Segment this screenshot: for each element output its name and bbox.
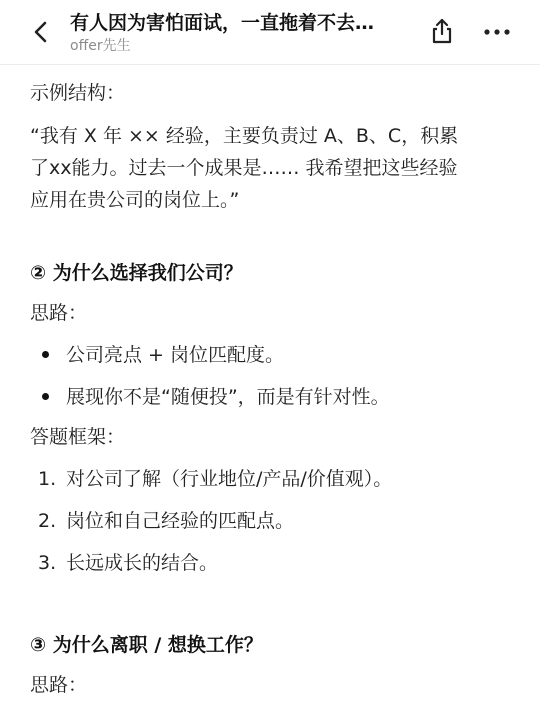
- section-heading: ② 为什么选择我们公司？: [30, 262, 243, 284]
- bullet-dot: [42, 351, 49, 358]
- bullet-dot: [42, 393, 49, 400]
- step-number: 2.: [38, 510, 57, 532]
- article-title: 有人因为害怕面试，一直拖着不去…: [70, 12, 375, 34]
- step-item: 岗位和自己经验的匹配点。: [66, 510, 295, 532]
- quote-line: “我有 X 年 ×× 经验，主要负责过 A、B、C，积累: [30, 125, 459, 147]
- bullet-item: 公司亮点 + 岗位匹配度。: [66, 344, 284, 366]
- bullet-item: 展现你不是“随便投”，而是有针对性。: [66, 386, 390, 408]
- step-item: 对公司了解（行业地位/产品/价值观）。: [66, 468, 393, 490]
- idea-label: 思路：: [30, 674, 88, 696]
- step-item: 长远成长的结合。: [66, 552, 219, 574]
- quote-line: 了xx能力。过去一个成果是…… 我希望把这些经验: [30, 157, 458, 179]
- more-horizontal-icon[interactable]: [482, 20, 512, 44]
- idea-label: 思路：: [30, 302, 88, 324]
- step-number: 3.: [38, 552, 57, 574]
- framework-label: 答题框架：: [30, 426, 126, 448]
- share-icon[interactable]: [428, 17, 456, 45]
- section-heading: ③ 为什么离职 / 想换工作？: [30, 634, 263, 656]
- example-label: 示例结构：: [30, 82, 126, 104]
- chevron-left-icon[interactable]: [28, 18, 56, 46]
- step-number: 1.: [38, 468, 57, 490]
- author-name[interactable]: offer先生: [70, 38, 131, 54]
- top-bar: [0, 0, 540, 65]
- example-quote: [30, 120, 510, 216]
- quote-line: 应用在贵公司的岗位上。”: [30, 189, 240, 211]
